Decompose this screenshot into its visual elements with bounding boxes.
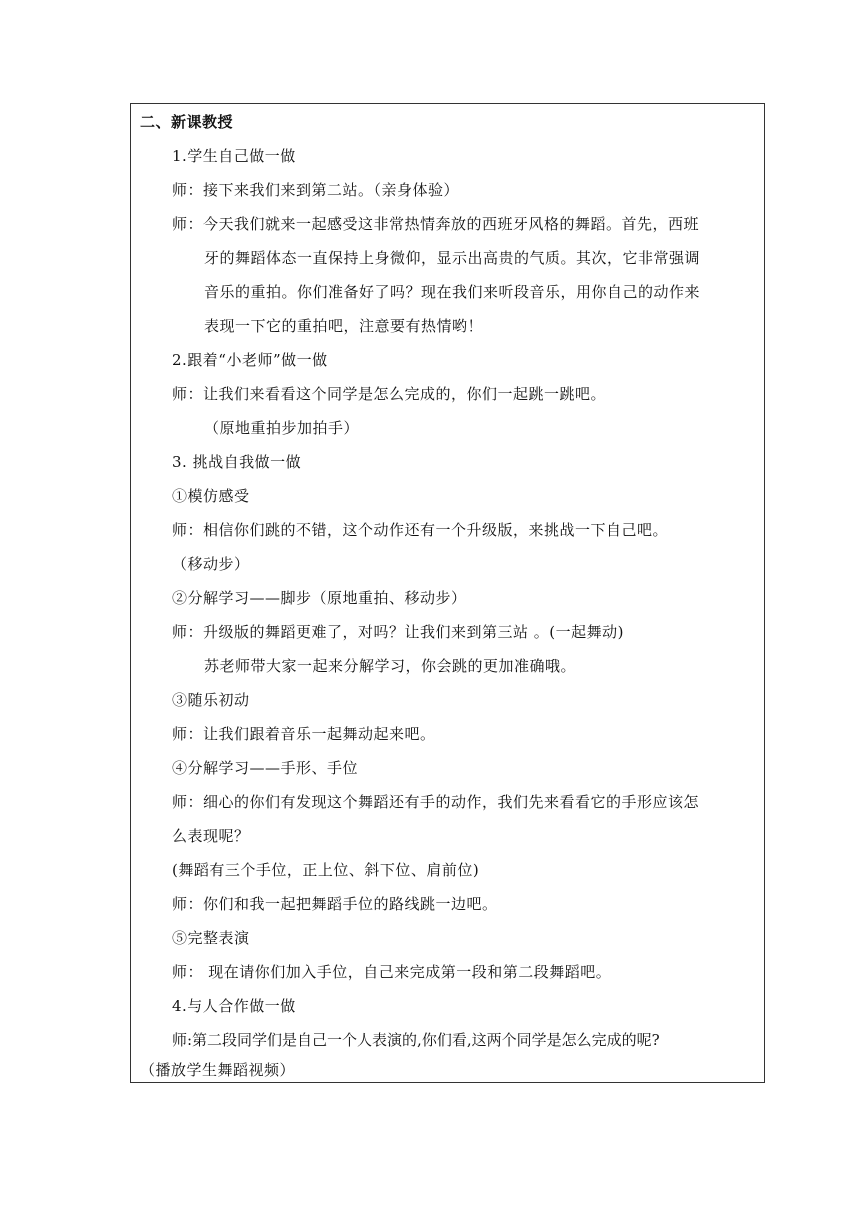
text-line: 4.与人合作做一做 (172, 997, 296, 1015)
text-line: 师：让我们跟着音乐一起舞动起来吧。 (172, 725, 436, 743)
text-line: 么表现呢？ (172, 827, 250, 845)
text-line: ③随乐初动 (172, 691, 250, 709)
text-line: 苏老师带大家一起来分解学习，你会跳的更加准确哦。 (204, 657, 577, 675)
text-line: 音乐的重拍。你们准备好了吗？现在我们来听段音乐，用你自己的动作来 (204, 283, 701, 301)
text-line: 师：让我们来看看这个同学是怎么完成的，你们一起跳一跳吧。 (172, 385, 607, 403)
text-line: 师:第二段同学们是自己一个人表演的,你们看,这两个同学是怎么完成的呢? (172, 1031, 660, 1049)
text-line: （原地重拍步加拍手） (204, 419, 360, 437)
text-line: 牙的舞蹈体态一直保持上身微仰，显示出高贵的气质。其次，它非常强调 (204, 249, 701, 267)
text-line: ⑤完整表演 (172, 929, 250, 947)
text-line: ④分解学习——手形、手位 (172, 759, 359, 777)
text-line: ①模仿感受 (172, 487, 250, 505)
text-line: 师：今天我们就来一起感受这非常热情奔放的西班牙风格的舞蹈。首先，西班 (172, 215, 700, 233)
text-line: 2.跟着“小老师”做一做 (172, 351, 328, 369)
text-line: (舞蹈有三个手位，正上位、斜下位、肩前位) (172, 861, 480, 879)
section-title: 二、新课教授 (140, 113, 234, 131)
text-line: 1.学生自己做一做 (172, 147, 296, 165)
text-line: （播放学生舞蹈视频） (140, 1061, 296, 1079)
text-line: 师：你们和我一起把舞蹈手位的路线跳一边吧。 (172, 895, 498, 913)
text-line: 师： 现在请你们加入手位，自己来完成第一段和第二段舞蹈吧。 (172, 963, 612, 981)
text-line: 3. 挑战自我做一做 (172, 453, 302, 471)
text-line: 师：细心的你们有发现这个舞蹈还有手的动作，我们先来看看它的手形应该怎 (172, 793, 700, 811)
text-line: 师：接下来我们来到第二站。（亲身体验） (172, 181, 460, 199)
text-line: 师：升级版的舞蹈更难了，对吗？让我们来到第三站 。(一起舞动) (172, 623, 624, 641)
text-line: ②分解学习——脚步（原地重拍、移动步） (172, 589, 467, 607)
text-line: 师：相信你们跳的不错，这个动作还有一个升级版，来挑战一下自己吧。 (172, 521, 669, 539)
text-line: 表现一下它的重拍吧，注意要有热情哟！ (204, 317, 484, 335)
text-line: （移动步） (172, 555, 250, 573)
